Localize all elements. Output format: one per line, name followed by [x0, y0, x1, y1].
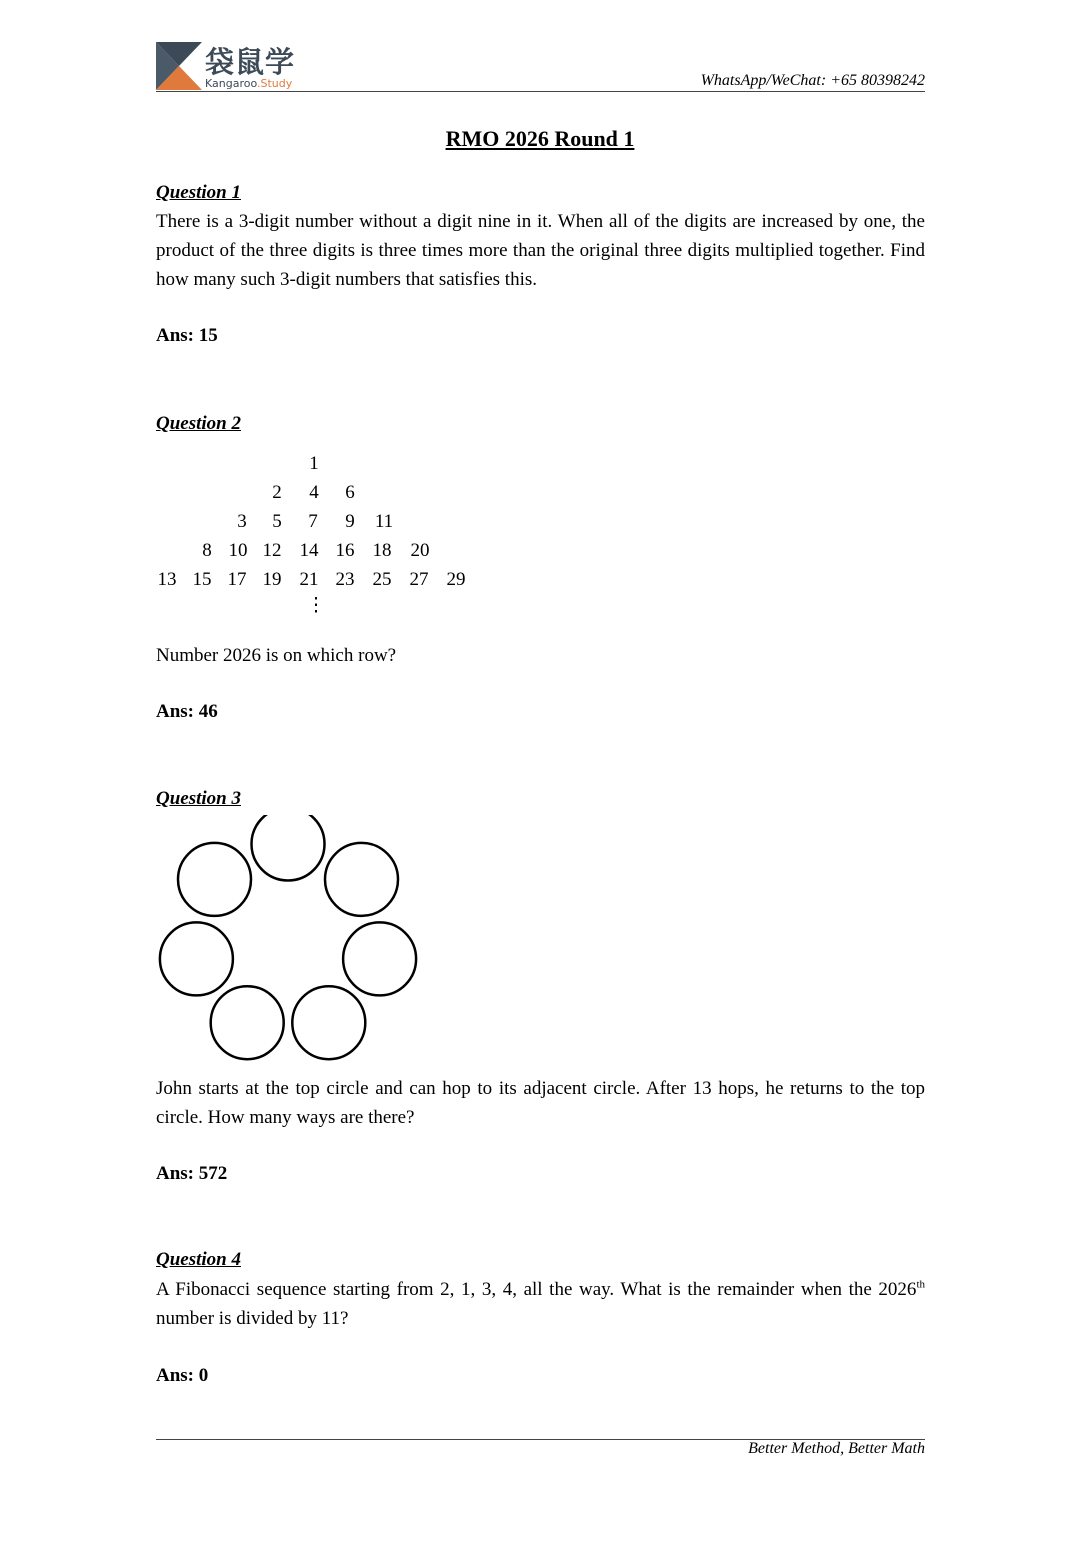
circle — [325, 843, 398, 916]
circle — [160, 922, 233, 995]
triangle-number: 13 — [157, 569, 177, 590]
question-1-heading: Question 1 — [156, 182, 241, 203]
number-triangle — [0, 0, 1080, 640]
question-1-text: There is a 3-digit number without a digit nine in it. When all of the digits are increased by one, the product of the three digits is three times more than the original three digits multiplied together. Find how many such 3-digit numbers that satisfies this. — [156, 211, 925, 290]
question-2-text: Number 2026 is on which row? — [156, 645, 397, 666]
triangle-number: 2 — [272, 482, 282, 503]
triangle-number: 15 — [192, 569, 212, 590]
top-circle — [252, 815, 325, 881]
triangle-number: 25 — [372, 569, 392, 590]
question-3-text: John starts at the top circle and can hop to its adjacent circle. After 13 hops, he returns to the top circle. How many ways are there? — [156, 1078, 925, 1128]
question-4-answer: Ans: 0 — [156, 1365, 209, 1386]
circle-ring-diagram — [150, 815, 430, 1070]
question-2-heading: Question 2 — [156, 413, 241, 434]
triangle-number: 23 — [335, 569, 355, 590]
triangle-number: 27 — [409, 569, 429, 590]
triangle-number: 7 — [308, 511, 318, 532]
page-title: RMO 2026 Round 1 — [445, 126, 635, 151]
triangle-number: 17 — [227, 569, 247, 590]
triangle-number: 1 — [309, 453, 319, 474]
question-4-heading: Question 4 — [156, 1249, 241, 1270]
triangle-number: 29 — [446, 569, 466, 590]
question-4-text-end: number is divided by 11? — [156, 1308, 349, 1329]
triangle-number: 5 — [272, 511, 282, 532]
question-4-text — [156, 1275, 925, 1333]
contact-info: WhatsApp/WeChat: +65 80398242 — [700, 72, 925, 89]
question-1-answer: Ans: 15 — [156, 325, 218, 346]
triangle-number: 20 — [410, 540, 430, 561]
logo-en-study: .Study — [257, 77, 293, 90]
footer-tagline: Better Method, Better Math — [748, 1440, 925, 1457]
question-2-answer: Ans: 46 — [156, 701, 218, 722]
triangle-number: 16 — [335, 540, 355, 561]
logo-chinese-text: 袋鼠学 — [205, 45, 296, 79]
triangle-number: 21 — [299, 569, 319, 590]
triangle-number: 18 — [372, 540, 392, 561]
circle — [343, 922, 416, 995]
triangle-number: 10 — [228, 540, 248, 561]
question-3-answer: Ans: 572 — [156, 1163, 228, 1184]
triangle-number: 6 — [345, 482, 355, 503]
triangle-number: 8 — [202, 540, 212, 561]
ordinal-superscript: th — [916, 1278, 925, 1291]
circle — [178, 843, 251, 916]
triangle-number: 4 — [309, 482, 319, 503]
triangle-number: 12 — [262, 540, 282, 561]
triangle-number: 11 — [374, 511, 394, 532]
triangle-number: 9 — [345, 511, 355, 532]
question-3-heading: Question 3 — [156, 788, 241, 809]
question-4-text-start: A Fibonacci sequence starting from 2, 1, 3, 4, all the way. What is the remainder when the 2026 — [156, 1279, 917, 1300]
circle — [211, 986, 284, 1059]
triangle-number: 14 — [299, 540, 319, 561]
triangle-continuation: ⋮ — [306, 595, 326, 616]
circle — [292, 986, 365, 1059]
logo-en-kangaroo: Kangaroo — [205, 77, 258, 90]
triangle-number: 3 — [237, 511, 247, 532]
triangle-number: 19 — [262, 569, 282, 590]
